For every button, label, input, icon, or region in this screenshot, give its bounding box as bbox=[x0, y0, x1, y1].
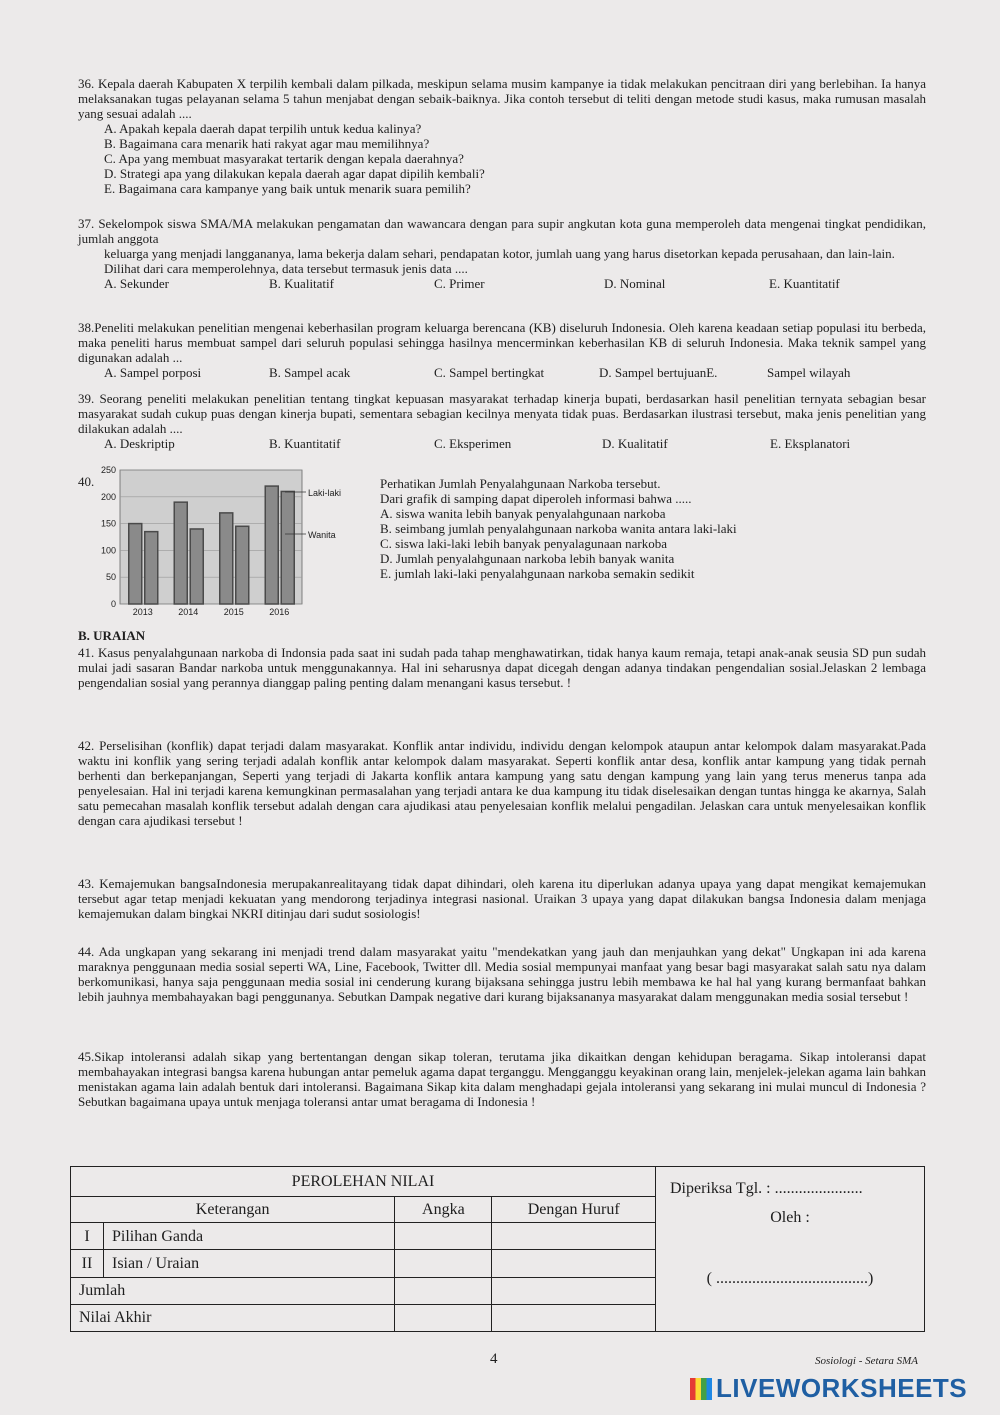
question-text: Perselisihan (konflik) dapat terjadi dalam masyarakat. Konflik antar individu, individu dengan kelompok ataupun antar kelompok dalam masyarakat.Pada waktu ini konflik yang sering terjadi adalah konflik antar kelompok dalam masyarakat. Seperti konflik antar desa, konflik antar kampung yang tidak pernah berhenti dan berkepanjangan, Seperti yang terjadi di Jakarta konflik antara kampung yang satu dengan kampung yang lain yang terus menerus tanpa ada penyelesaian. Hal ini terjadi karena kemungkinan permasalahan yang terjadi antara ke dua kampung itu tidak diselesaikan dengan tuntas hingga ke akarnya, Salah satu pemecahan masalah konflik tersebut adalah dengan cara ajudikasi atau penyelesaian konflik melalui pengadilan. Jelaskan cara untuk menyelesaikan konflik dengan cara ajudikasi tersebut ! bbox=[78, 738, 927, 828]
cell-angka-uraian[interactable] bbox=[395, 1250, 492, 1277]
option-e[interactable]: E. Bagaimana cara kampanye yang baik untuk menarik suara pemilih? bbox=[104, 181, 471, 196]
question-number: 41. bbox=[78, 645, 95, 660]
option-d[interactable]: D. Strategi apa yang dilakukan kepala daerah agar dapat dipilih kembali? bbox=[104, 166, 485, 181]
question-text: Peneliti melakukan penelitian mengenai keberhasilan program keluarga berencana (KB) diseluruh Indonesia. Oleh karena keadaan setiap populasi itu berbeda, maka peneliti harus membuat sampel dari seluruh populasi sehingga hasilnya mencerminkan keberhasilan KB di seluruh Indonesia. Maka teknik sampel yang digunakan adalah ... bbox=[78, 320, 926, 365]
bar-wanita-2015 bbox=[236, 526, 249, 604]
checker-box bbox=[656, 1167, 925, 1332]
x-tick-label: 2015 bbox=[223, 607, 244, 616]
question-40 bbox=[380, 476, 920, 581]
question-42 bbox=[78, 738, 926, 828]
row-label-jumlah: Jumlah bbox=[71, 1277, 395, 1304]
x-tick-label: 2013 bbox=[132, 607, 153, 616]
cell-huruf-jumlah[interactable] bbox=[492, 1277, 656, 1304]
narkoba-bar-chart bbox=[80, 466, 370, 616]
x-tick-label: 2016 bbox=[269, 607, 290, 616]
option-b[interactable]: B. Kualitatif bbox=[269, 276, 334, 291]
question-number: 44. bbox=[78, 944, 95, 959]
question-number: 40. bbox=[78, 474, 95, 489]
question-text: Perhatikan Jumlah Penyalahgunaan Narkoba tersebut. bbox=[380, 476, 661, 491]
question-text: Sekelompok siswa SMA/MA melakukan pengamatan dan wawancara dengan para supir angkutan kota guna memperoleh data mengenai tingkat pendidikan, jumlah anggota bbox=[78, 216, 926, 246]
y-tick-label: 150 bbox=[100, 518, 116, 529]
option-c[interactable]: C. Primer bbox=[434, 276, 485, 291]
cell-huruf-uraian[interactable] bbox=[492, 1250, 656, 1277]
option-c[interactable]: C. Sampel bertingkat bbox=[434, 365, 545, 380]
question-45 bbox=[78, 1049, 926, 1109]
question-text: Kemajemukan bangsaIndonesia merupakanrealitayang tidak dapat dihindari, oleh karena itu diperlukan adanya upaya yang dapat mengikat kemajemukan tersebut agar tetap menjadi kekuatan yang mendorong terjadinya integrasi nasional. Uraikan 3 upaya yang dapat dilakukan bangsa Indonesia dalam menjaga kemajemukan dalam bingkai NKRI ditinjau dari sudut sosiologis! bbox=[78, 876, 927, 921]
y-tick-label: 250 bbox=[100, 466, 116, 475]
y-tick-label: 200 bbox=[100, 491, 116, 502]
option-c[interactable]: C. Apa yang membuat masyarakat tertarik dengan kepala daerahnya? bbox=[104, 151, 464, 166]
question-text: Ada ungkapan yang sekarang ini menjadi trend dalam masyarakat yaitu "mendekatkan yang jauh dan menjauhkan yang dekat" Ungkapan ini ada karena maraknya penggunaan media sosial seperti WA, Line, Facebook, Twitter dll. Media sosial mempunyai manfaat yang besar bagi masyarakat salah satu nya dalam berkomunikasi, hanya saja penggunaan media sosial ini cenderung kurang bijaksana sehingga justru lebih membawa ke hal hal yang kurang bermanfaat bahkan lebih jauhnya membahayakan bagi penggunanya. Sebutkan Dampak negative dari kurang bijaksananya masyarakat dalam menggunakan media sosial tersebut ! bbox=[78, 944, 926, 1004]
checked-date[interactable]: Diperiksa Tgl. : ...................... bbox=[670, 1180, 863, 1197]
option-e[interactable]: Sampel wilayah bbox=[767, 365, 851, 380]
question-44 bbox=[78, 944, 926, 1004]
question-43 bbox=[78, 876, 926, 921]
question-41 bbox=[78, 645, 926, 690]
header-angka: Angka bbox=[395, 1197, 492, 1223]
options-list bbox=[78, 121, 926, 196]
option-b[interactable]: B. Bagaimana cara menarik hati rakyat agar mau memilihnya? bbox=[104, 136, 430, 151]
row-label-nilai-akhir: Nilai Akhir bbox=[71, 1304, 395, 1331]
cell-angka-jumlah[interactable] bbox=[395, 1277, 492, 1304]
question-36 bbox=[78, 76, 926, 196]
option-c[interactable]: C. siswa laki-laki lebih banyak penyalagunaan narkoba bbox=[380, 536, 667, 551]
option-a[interactable]: A. Apakah kepala daerah dapat terpilih untuk kedua kalinya? bbox=[104, 121, 422, 136]
bar-wanita-2014 bbox=[190, 529, 203, 604]
header-huruf: Dengan Huruf bbox=[492, 1197, 656, 1223]
question-number: 45. bbox=[78, 1049, 95, 1064]
brand-text: LIVEWORKSHEETS bbox=[716, 1373, 968, 1403]
option-b[interactable]: B. Sampel acak bbox=[269, 365, 351, 380]
row-label-pilihan-ganda: Pilihan Ganda bbox=[104, 1223, 395, 1250]
row-number: I bbox=[71, 1223, 104, 1250]
page-number: 4 bbox=[490, 1351, 498, 1367]
question-text: Sikap intoleransi adalah sikap yang bertentangan dengan sikap toleran, terutama jika dikaitkan dengan kehidupan beragama. Sikap intoleransi dapat membahayakan integrasi bangsa karena hubungan antar pemeluk agama dapat terganggu. Mengganggu keyakinan orang lain, menjelek-jelekan agama lain bahkan menistakan agama lain adalah bentuk dari intoleransi. Bagaimana Sikap kita dalam menghadapi gejala intoleransi yang sekarang ini mulai muncul di Indonesia ?Sebutkan bagaimana upaya untuk menjaga toleransi antar umat beragama di Indonesia ! bbox=[78, 1049, 926, 1109]
score-title: PEROLEHAN NILAI bbox=[71, 1167, 656, 1197]
options-row bbox=[104, 365, 926, 380]
option-a[interactable]: A. Sekunder bbox=[104, 276, 169, 291]
option-d[interactable]: D. Jumlah penyalahgunaan narkoba lebih banyak wanita bbox=[380, 551, 675, 566]
bar-wanita-2013 bbox=[145, 532, 158, 604]
bar-laki-laki-2015 bbox=[220, 513, 233, 604]
question-39 bbox=[78, 391, 926, 451]
option-a[interactable]: A. Sampel porposi bbox=[104, 365, 202, 380]
options-row bbox=[104, 436, 926, 451]
liveworksheets-logo bbox=[690, 1373, 968, 1403]
section-heading: B. URAIAN bbox=[78, 628, 146, 643]
question-text-cont: keluarga yang menjadi langgananya, lama bekerja dalam sehari, pendapatan kotor, jumlah uang yang harus disetorkan kepada perusahaan, dan lain-lain. bbox=[104, 246, 895, 261]
cell-angka-pg[interactable] bbox=[395, 1223, 492, 1250]
option-a[interactable]: A. Deskriptip bbox=[104, 436, 175, 451]
liveworksheets-icon bbox=[690, 1378, 712, 1400]
cell-huruf-akhir[interactable] bbox=[492, 1304, 656, 1331]
y-tick-label: 50 bbox=[105, 572, 116, 583]
options-list bbox=[380, 506, 920, 581]
legend-wanita: Wanita bbox=[308, 530, 336, 540]
question-number: 39. bbox=[78, 391, 95, 406]
checked-by-label: Oleh : bbox=[770, 1209, 810, 1226]
legend-laki-laki: Laki-laki bbox=[308, 488, 342, 498]
y-tick-label: 0 bbox=[110, 599, 116, 609]
bar-laki-laki-2014 bbox=[174, 502, 187, 604]
x-tick-label: 2014 bbox=[178, 607, 199, 616]
score-table bbox=[70, 1166, 925, 1332]
option-e[interactable]: E. Eksplanatori bbox=[770, 436, 851, 451]
bar-laki-laki-2016 bbox=[265, 486, 278, 604]
bar-laki-laki-2013 bbox=[129, 524, 142, 604]
question-number: 38. bbox=[78, 320, 95, 335]
question-37 bbox=[78, 216, 926, 291]
question-text: Seorang peneliti melakukan penelitian tentang tingkat kepuasan masyarakat terhadap kinerja bupati, berdasarkan hasil penelitian ternyata sebagian besar masyarakat sudah cukup puas dengan kinerja bupati, sementara sebagian kecilnya menyata tidak puas. Berdasarkan ilustrasi tersebut, maka jenis penelitian yang dilakukan adalah .... bbox=[78, 391, 926, 436]
option-d[interactable]: D. Nominal bbox=[604, 276, 666, 291]
question-number: 36. bbox=[78, 76, 95, 91]
question-text: Kepala daerah Kabupaten X terpilih kembali dalam pilkada, meskipun selama musim kampanye ia tidak melakukan pencitraan diri yang berlebihan. Ia hanya melaksanakan tugas pelayanan selama 5 tahun menjabat dengan sebaik-baiknya. Jika contoh tersebut di teliti dengan metode studi kasus, maka rumusan masalah yang sesuai adalah .... bbox=[78, 76, 926, 121]
question-38 bbox=[78, 320, 926, 380]
option-b[interactable]: B. Kuantitatif bbox=[269, 436, 341, 451]
cell-angka-akhir[interactable] bbox=[395, 1304, 492, 1331]
option-e[interactable]: E. jumlah laki-laki penyalahgunaan narkoba semakin sedikit bbox=[380, 566, 695, 581]
bar-wanita-2016 bbox=[281, 491, 294, 604]
question-number: 43. bbox=[78, 876, 95, 891]
signature-line[interactable]: ( ......................................) bbox=[706, 1270, 874, 1287]
question-text: Kasus penyalahgunaan narkoba di Indonsia pada saat ini sudah pada tahap menghawatirkan, tidak hanya kaum remaja, tetapi anak-anak seusia SD pun sudah mulai jadi sasaran Bandar narkoba untuk menggunakannya. Hal ini seharusnya dapat dicegah dengan adanya tindakan pengendalian sosial.Jelaskan 2 lembaga pengendalian sosial yang perannya dianggap paling penting dalam menangani kasus tersebut. ! bbox=[78, 645, 926, 690]
header-keterangan: Keterangan bbox=[71, 1197, 395, 1223]
row-number: II bbox=[71, 1250, 104, 1277]
option-d[interactable]: D. Kualitatif bbox=[602, 436, 668, 451]
subject-footer: Sosiologi - Setara SMA bbox=[815, 1355, 918, 1367]
option-b[interactable]: B. seimbang jumlah penyalahgunaan narkoba wanita antara laki-laki bbox=[380, 521, 737, 536]
option-c[interactable]: C. Eksperimen bbox=[434, 436, 512, 451]
option-a[interactable]: A. siswa wanita lebih banyak penyalahgunaan narkoba bbox=[380, 506, 666, 521]
options-row bbox=[104, 276, 926, 291]
option-d[interactable]: D. Sampel bertujuanE. bbox=[599, 365, 718, 380]
y-tick-label: 100 bbox=[100, 545, 116, 556]
cell-huruf-pg[interactable] bbox=[492, 1223, 656, 1250]
question-number: 37. bbox=[78, 216, 95, 231]
question-number: 42. bbox=[78, 738, 95, 753]
question-prompt: Dilihat dari cara memperolehnya, data tersebut termasuk jenis data .... bbox=[104, 261, 468, 276]
question-prompt: Dari grafik di samping dapat diperoleh informasi bahwa ..... bbox=[380, 491, 692, 506]
option-e[interactable]: E. Kuantitatif bbox=[769, 276, 840, 291]
row-label-uraian: Isian / Uraian bbox=[104, 1250, 395, 1277]
